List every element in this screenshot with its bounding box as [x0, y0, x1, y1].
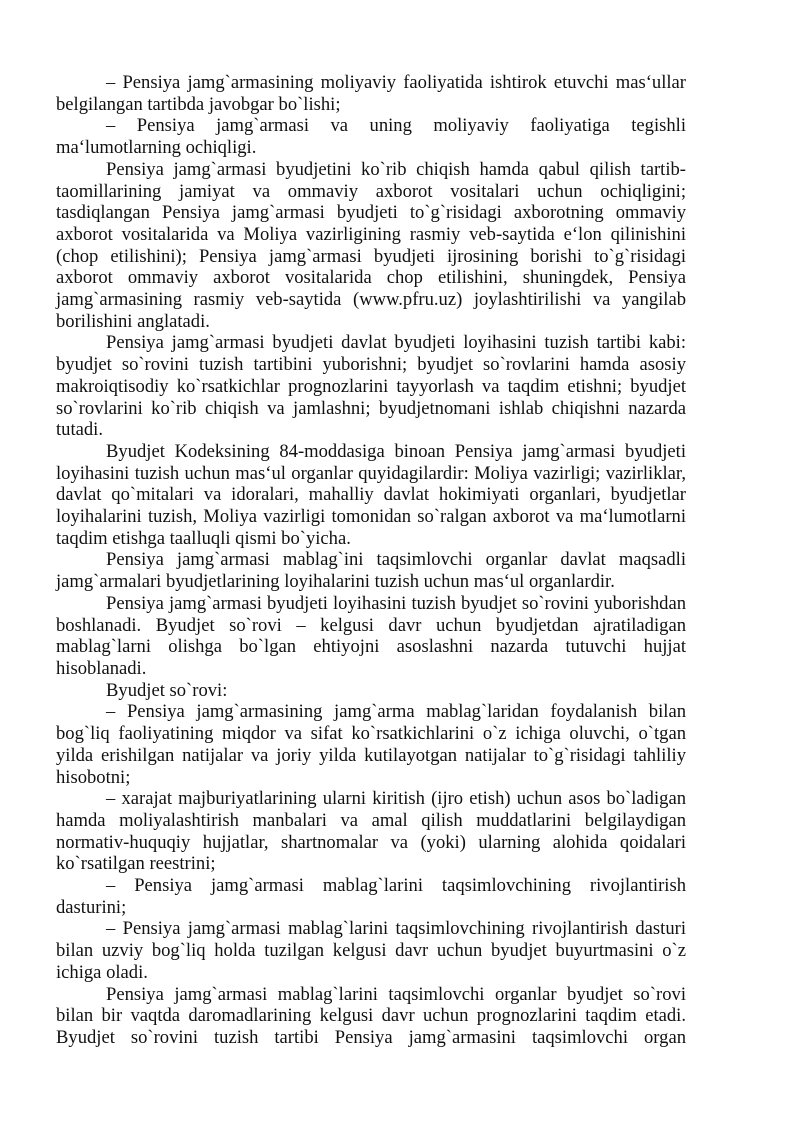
paragraph-income-forecasts: Pensiya jamg`armasi mablag`larini taqsimlovchi organlar byudjet so`rovi bilan bir vaqtda daromadlarining kelgusi davr uchun prognozlarini taqdim etadi. Byudjet so`rovini tuzish tartibi Pensiya jamg`armasini taqsimlovchi organ [56, 983, 686, 1048]
paragraph-responsibility: – Pensiya jamg`armasining moliyaviy faoliyatida ishtirok etuvchi mas‘ullar belgilangan tartibda javobgar bo`lishi; [56, 72, 686, 115]
list-item-analytical-report: – Pensiya jamg`armasining jamg`arma mablag`laridan foydalanish bilan bog`liq faoliyatining miqdor va sifat ko`rsatkichlarini o`z ichiga oluvchi, o`tgan yilda erishilgan natijalar va joriy yilda kutilayotgan natijalar to`g`risidagi tahliliy hisobotni; [56, 701, 686, 788]
paragraph-openness-info: – Pensiya jamg`armasi va uning moliyaviy faoliyatiga tegishli ma‘lumotlarning ochiqligi. [56, 115, 686, 159]
paragraph-budget-openness: Pensiya jamg`armasi byudjetini ko`rib chiqish hamda qabul qilish tartib-taomillarining jamiyat va ommaviy axborot vositalari uchun ochiqligini; tasdiqlangan Pensiya jamg`armasi byudjeti to`g`risidagi axborotning ommaviy axborot vositalarida va Moliya vazirligining rasmiy veb-saytida e‘lon qilinishini (chop etilishini); Pensiya jamg`armasi byudjeti ijrosining borishi to`g`risidagi axborot ommaviy axborot vositalarida chop etilishini, shuningdek, Pensiya jamg`armasining rasmiy veb-saytida (www.pfru.uz) joylashtirilishi va yangilab borilishini anglatadi. [56, 158, 686, 332]
list-item-obligations-registry: – xarajat majburiyatlarining ularni kiritish (ijro etish) uchun asos bo`ladigan hamda moliyalashtirish manbalari va amal qilish muddatlarini belgilaydigan normativ-huquqiy hujjatlar, shartnomalar va (yoki) ularning alohida qoidalari ko`rsatilgan reestrini; [56, 788, 686, 875]
paragraph-distributing-organs: Pensiya jamg`armasi mablag`ini taqsimlovchi organlar davlat maqsadli jamg`armalari byudjetlarining loyihalarini tuzish uchun mas‘ul organlardir. [56, 549, 686, 593]
list-item-budget-order: – Pensiya jamg`armasi mablag`larini taqsimlovchining rivojlantirish dasturi bilan uzviy bog`liq holda tuzilgan kelgusi davr uchun byudjet buyurtmasini o`z ichiga oladi. [56, 918, 686, 983]
paragraph-budget-drafting: Pensiya jamg`armasi byudjeti davlat byudjeti loyihasini tuzish tartibi kabi: byudjet so`rovini tuzish tartibini yuborishni; byudjet so`rovlarini hamda asosiy makroiqtisodiy ko`rsatkichlar prognozlarini tayyorlash va taqdim etishni; byudjet so`rovlarini ko`rib chiqish va jamlashni; byudjetnomani ishlab chiqishni nazarda tutadi. [56, 332, 686, 441]
list-item-development-program: – Pensiya jamg`armasi mablag`larini taqsimlovchining rivojlantirish dasturini; [56, 875, 686, 918]
paragraph-budget-code-84: Byudjet Kodeksining 84-moddasiga binoan Pensiya jamg`armasi byudjeti loyihasini tuzish uchun mas‘ul organlar quyidagilardir: Moliya vazirligi; vazirliklar, davlat qo`mitalari va idoralari, mahalliy davlat hokimiyati organlari, byudjetlar loyihalarini tuzish, Moliya vazirligi tomonidan so`ralgan axborot va ma‘lumotlarni taqdim etishga taalluqli qismi bo`yicha. [56, 440, 686, 549]
paragraph-budget-request-definition: Pensiya jamg`armasi byudjeti loyihasini tuzish byudjet so`rovini yuborishdan boshlanadi. Byudjet so`rovi – kelgusi davr uchun byudjetdan ajratiladigan mablag`larni olishga bo`lgan ehtiyojni asoslashni nazarda tutuvchi hujjat hisoblanadi. [56, 592, 686, 679]
paragraph-budget-request-heading: Byudjet so`rovi: [106, 679, 228, 701]
